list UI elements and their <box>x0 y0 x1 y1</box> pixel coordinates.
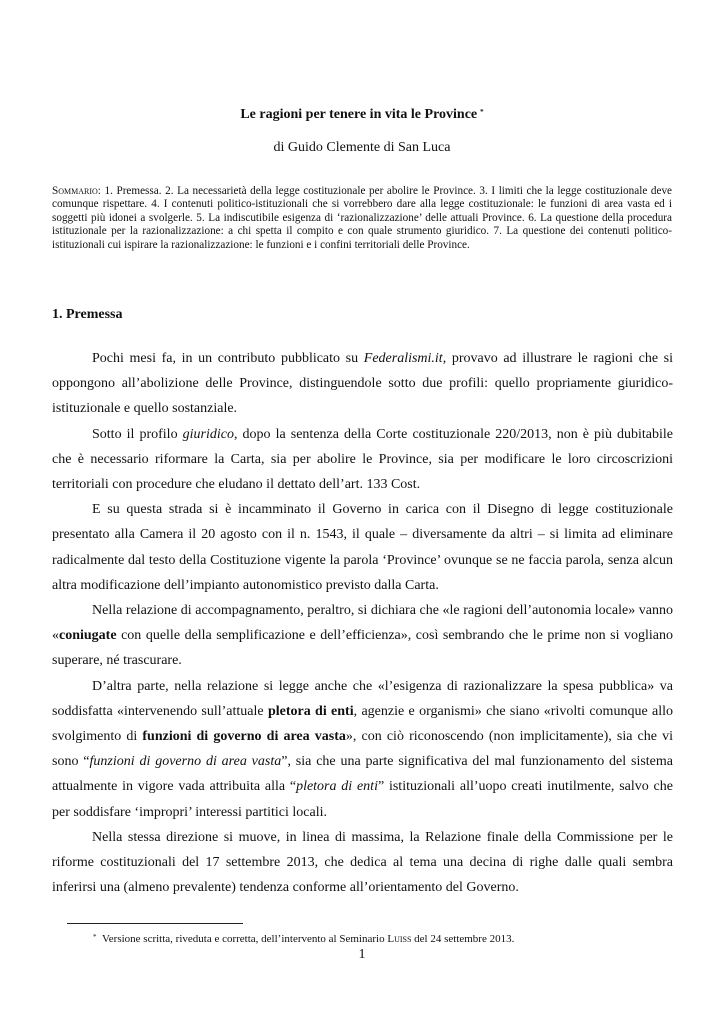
body-text <box>52 346 673 900</box>
paragraph-2: Sotto il profilo giuridico, dopo la sentenza della Corte costituzionale 220/2013, non è più dubitabile che è necessario riformare la Carta, sia per abolire le Province, sia per modificare le loro circoscrizioni territoriali con procedure che eludano il dettato dell’art. 133 Cost. <box>52 426 673 493</box>
footnote-separator <box>67 923 243 924</box>
page-number: 1 <box>358 947 366 962</box>
section-heading: 1. Premessa <box>52 307 123 322</box>
summary-text: : 1. Premessa. 2. La necessarietà della legge costituzionale per abolire le Province. 3. I limiti che la legge costituzionale deve comunque rispettare. 4. I contenuti politico-istituzionali che si vorrebbero dare alla legge costituzionale: le funzioni di area vasta ed i soggetti più idonei a svolgerle. 5. La indiscutibile esigenza di ‘razionalizzazione’ delle attuali Province. 6. La questione della procedura istituzionale per la razionalizzazione: a chi spetta il compito e con quale strumento giuridico. 7. La questione dei contenuti politico-istituzionali cui ispirare la razionalizzazione: le funzioni e i confini territoriali delle Province. <box>52 185 672 251</box>
paragraph-4: Nella relazione di accompagnamento, peraltro, si dichiara che «le ragioni dell’autonomia locale» vanno «coniugate con quelle della semplificazione e dell’efficienza», così sembrando che le prime non si vogliano superare, né trascurare. <box>52 603 673 669</box>
paragraph-1: Pochi mesi fa, in un contributo pubblicato su Federalismi.it, provavo ad illustrare le ragioni che si oppongono all’abolizione delle Province, distinguendole sotto due profili: quello propriamente giuridico-istituzionale e quello sostanziale. <box>52 351 674 417</box>
summary-label: Sommario <box>52 185 98 197</box>
footnote-mark: * <box>93 933 97 941</box>
paragraph-6: Nella stessa direzione si muove, in linea di massima, la Relazione finale della Commissione per le riforme costituzionali del 17 settembre 2013, che dedica al tema una decina di righe dalle quali sembra inferirsi una (almeno prevalente) tendenza conforme all’orientamento del Governo. <box>52 829 673 896</box>
document-title <box>0 106 724 124</box>
title-text: Le ragioni per tenere in vita le Province <box>240 107 478 122</box>
federalismi-link-text: Federalismi.it <box>363 351 443 366</box>
paragraph-3: E su questa strada si è incamminato il Governo in carica con il Disegno di legge costituzionale presentato alla Camera il 20 agosto con il n. 1543, il quale – diversamente da altri – si limita ad eliminare radicalmente dal testo della Costituzione vigente la parola ‘Province’ ovunque se ne faccia parola, senza alcun altra modificazione dell’impianto autonomistico previsto dalla Carta. <box>52 502 673 593</box>
footnote: * Versione scritta, riveduta e corretta, dell’intervento al Seminario Luiss del 24 settembre 2013. <box>93 933 515 945</box>
author-line: di Guido Clemente di San Luca <box>273 140 451 155</box>
title-footnote-mark: * <box>480 108 484 116</box>
paragraph-5: D’altra parte, nella relazione si legge anche che «l’esigenza di razionalizzare la spesa pubblica» va soddisfatta «intervenendo sull’attuale pletora di enti, agenzie e organismi» che siano «rivolti comunque allo svolgimento di funzioni di governo di area vasta», con ciò riconoscendo (non implicitamente), sia che vi sono “funzioni di governo di area vasta”, sia che una parte significativa del mal funzionamento del sistema attualmente in vigore vada attribuita alla “pletora di enti” istituzionali all’uopo creati inutilmente, salvo che per soddisfare ‘impropri’ interessi partitici locali. <box>52 678 673 820</box>
summary <box>52 185 672 252</box>
